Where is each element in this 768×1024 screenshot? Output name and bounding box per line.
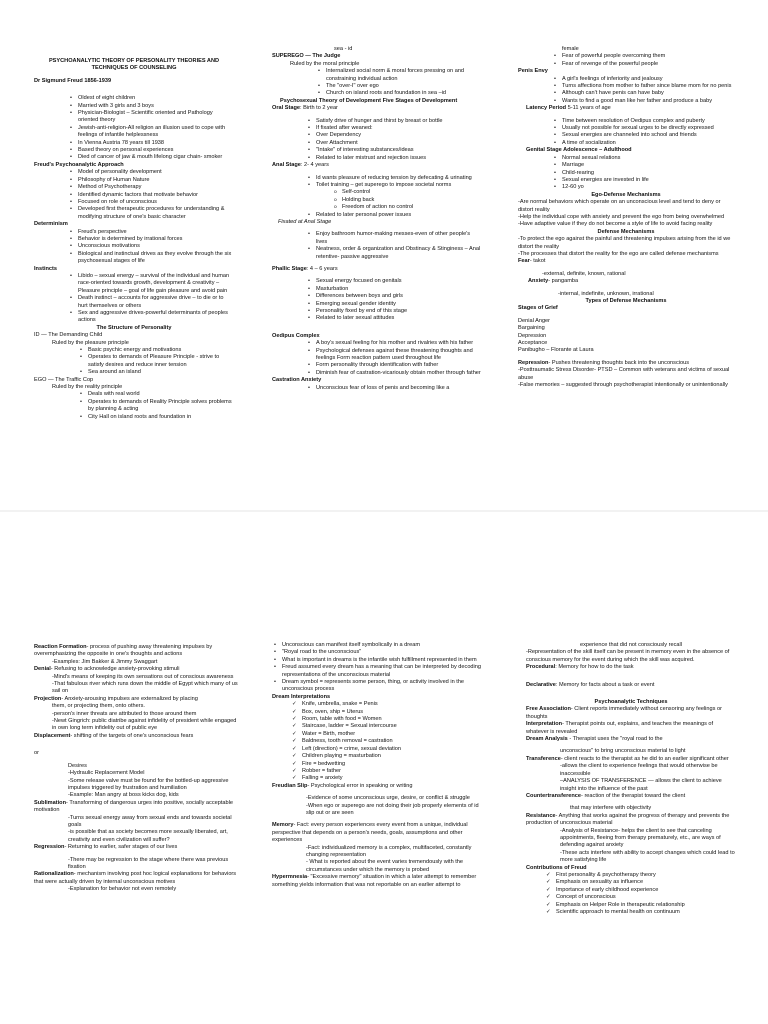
list-item: • Focused on role of unconscious bbox=[68, 199, 234, 206]
paragraph: -False memories – suggested through psychotherapist intentionally or unintentionally bbox=[518, 382, 728, 389]
list-item: • Related to later mistrust and rejection issues bbox=[306, 155, 482, 162]
memory-text: - Fact: every person experiences every event from a unique, individual perspective that depends on a person's needs, goals, assumptions and other experiences bbox=[272, 822, 468, 844]
document-page-2 bbox=[0, 512, 768, 1024]
list-item: • A boy's sexual feeling for his mother and rivalries with his father bbox=[306, 340, 482, 347]
section-heading: Penis Envy bbox=[518, 68, 548, 75]
list-item: • Philosophy of Human Nature bbox=[68, 177, 234, 184]
list-item: • Sea around an island bbox=[78, 369, 234, 376]
oral-text: : Birth to 2 year bbox=[299, 105, 338, 112]
declarative-label: Declarative bbox=[526, 681, 556, 688]
repression-text: - Pushes threatening thoughts back into the unconscious bbox=[548, 359, 690, 366]
procedural-text: : Memory for how to do the task bbox=[555, 664, 634, 671]
check-item: ✓ Room, table with food = Women bbox=[290, 716, 482, 723]
list-item: • Operates to demands of Reality Principle solves problems by planning & acting bbox=[78, 399, 234, 414]
dream-analysis-text: - Therapist uses the "royal road to the bbox=[567, 736, 663, 743]
paragraph: -Fact: individualized memory is a complex, multifaceted, constantly changing representation bbox=[306, 844, 472, 858]
check-item: ✓ Fire = bedwetting bbox=[290, 761, 482, 768]
ego-ruled: Ruled by the reality principle bbox=[52, 384, 123, 391]
fear-label: Fear bbox=[518, 258, 530, 265]
list-item: • Church on island roots and foundation in sea –id bbox=[316, 90, 482, 97]
list-item: • Identified dynamic factors that motivate behavior bbox=[68, 192, 234, 199]
paragraph: -Newt Gingrich: public diatribe against infidelity of president while engaged in own long term infidelity out of public eye bbox=[52, 718, 237, 732]
check-item: ✓ Falling = anxiety bbox=[290, 775, 482, 782]
list-item: • Basic psychic energy and motivations bbox=[78, 347, 234, 354]
countertransference-text: - reaction of the therapist toward the client bbox=[581, 792, 686, 799]
resistance-label: Resistance bbox=[526, 812, 556, 819]
list-item: • Neatness, order & organization and Obstinacy & Stinginess – Anal retentive- passive aggressive bbox=[306, 246, 482, 261]
latency-label: Latency Period bbox=[526, 105, 567, 112]
list-item: • Emerging sexual gender identity bbox=[306, 301, 482, 308]
paragraph: -Have adaptive value if they do not become a style of life to avoid facing reality bbox=[518, 221, 713, 228]
list-item: • Biological and instinctual drives as they evolve through the six psychosexual stages of life bbox=[68, 251, 234, 266]
check-item: ✓ Knife, umbrella, snake = Penis bbox=[290, 701, 482, 708]
list-item: • Operates to demands of Pleasure Principle - strive to satisfy desires and reduce inner tension bbox=[78, 354, 234, 369]
list-item: • Sexual energies are channeled into school and friends bbox=[552, 132, 734, 139]
sub-item: o Self-control bbox=[332, 189, 482, 196]
section-heading: Castration Anxiety bbox=[272, 377, 322, 384]
section-heading: Stages of Grief bbox=[518, 305, 558, 312]
section-heading: Freud's Psychoanalytic Approach bbox=[34, 161, 124, 168]
list-item: • Related to later sexual attitudes bbox=[306, 315, 482, 322]
displacement-text: - shifting of the targets of one's unconscious fears bbox=[70, 732, 194, 739]
anal-text: : 2- 4 years bbox=[300, 162, 329, 169]
or-text: or bbox=[34, 750, 39, 757]
check-item: ✓ Box, oven, ship = Uterus bbox=[290, 709, 482, 716]
superego-ruled: Ruled by the moral principle bbox=[290, 60, 360, 67]
list-item: • Satisfy drive of hunger and thirst by breast or bottle bbox=[306, 118, 482, 125]
fear-text: - takot bbox=[529, 258, 546, 265]
list-item: • Usually not possible for sexual urges to be directly expressed bbox=[552, 125, 734, 132]
list-item: • Normal sexual relations bbox=[552, 155, 734, 162]
anal-label: Anal Stage bbox=[272, 162, 301, 169]
list-item: • Turns affections from mother to father since blame mom for no penis bbox=[552, 83, 734, 90]
list-item: • Psychological defenses against these threatening thoughts and feelings Form reaction pattern used throughout life bbox=[306, 348, 482, 363]
list-item: • Unconscious fear of loss of penis and becoming like a bbox=[306, 385, 482, 392]
list-item: • Over Attachment bbox=[306, 140, 482, 147]
oral-label: Oral Stage bbox=[272, 105, 300, 112]
list-item: • Wants to find a good man like her father and produce a baby bbox=[552, 98, 734, 105]
page1-column-3 bbox=[518, 46, 734, 389]
anxiety-sub: -internal, indefinite, unknown, irrational bbox=[558, 290, 654, 297]
paragraph: -Evidence of some unconscious urge, desire, or conflict & struggle bbox=[306, 795, 470, 802]
section-heading: Defense Mechanisms bbox=[597, 228, 655, 235]
list-item: • A time of socialization bbox=[552, 140, 734, 147]
sublimation-label: Sublimation bbox=[34, 799, 67, 806]
document-title: PSYCHOANALYTIC THEORY OF PERSONALITY THEORIES AND TECHNIQUES OF COUNSELING bbox=[48, 58, 220, 72]
transference-text: - client reacts to the therapist as he did to an earlier significant other bbox=[560, 755, 729, 762]
fear-sub: -external, definite, known, rational bbox=[542, 270, 626, 277]
continued-text: sea - id bbox=[334, 46, 353, 52]
paragraph: -The processes that distort the reality for the ego are called defense mechanisms bbox=[518, 250, 719, 257]
section-heading: Dream Interpretations bbox=[272, 693, 331, 700]
list-item: • 12-60 yo bbox=[552, 184, 734, 191]
check-item: ✓ Left (direction) = crime, sexual deviation bbox=[290, 746, 482, 753]
dream-analysis-label: Dream Analysis bbox=[526, 736, 568, 743]
check-item: ✓ Baldness, tooth removal = castration bbox=[290, 738, 482, 745]
check-item: ✓ First personality & psychotherapy theory bbox=[544, 872, 736, 879]
ego-line: EGO — The Traffic Cop bbox=[34, 376, 94, 383]
paragraph: -allows the client to experience feelings that would otherwise be inaccessible bbox=[560, 763, 718, 777]
list-item: • Id wants pleasure of reducing tension by defecating & urinating bbox=[306, 175, 482, 182]
superego-line: SUPEREGO — The Judge bbox=[272, 53, 341, 60]
list-item: • Form personality through identification with father bbox=[306, 362, 482, 369]
paragraph: -Explanation for behavior not even remotely bbox=[68, 886, 177, 893]
paragraph: -To protect the ego against the painful and threatening impulses arising from the id we distort the reality bbox=[518, 236, 731, 250]
page2-column-2 bbox=[272, 642, 482, 889]
grief-item: Acceptance bbox=[518, 340, 548, 347]
paragraph: –ANALYSIS OF TRANSFERENCE — allows the client to achieve insight into the influence of the past bbox=[560, 778, 722, 792]
paragraph: unconscious" to bring unconscious material to light bbox=[560, 748, 686, 755]
paragraph: -There may be regression to the stage where there was previous fixation bbox=[68, 856, 229, 870]
declarative-text: : Memory for facts about a task or event bbox=[555, 681, 655, 688]
list-item: • Model of personality development bbox=[68, 169, 234, 176]
list-item: • Physician-Biologist – Scientific oriented and Pathology oriented theory bbox=[68, 110, 234, 125]
interpretation-text: - Therapist points out, explains, and teaches the meanings of whatever is revealed bbox=[526, 721, 714, 735]
paragraph: -That fabulous river which runs down the middle of Egypt which many of us sail on bbox=[52, 681, 238, 695]
list-item: • What is important in dreams is the infantile wish fulfillment represented in them bbox=[272, 657, 482, 664]
list-item: • Marriage bbox=[552, 162, 734, 169]
list-item: • Unconscious can manifest itself symbolically in a dream bbox=[272, 642, 482, 649]
list-item: • Unconscious motivations bbox=[68, 243, 234, 250]
continued-text: experience that did not consciously recall bbox=[580, 642, 682, 648]
projection-text: - Anxiety-arousing impulses are externalized by placing bbox=[61, 695, 198, 702]
check-item: ✓ Children playing = masturbation bbox=[290, 753, 482, 760]
transference-label: Transference bbox=[526, 755, 561, 762]
paragraph: -Hydraulic Replacement Model bbox=[68, 770, 145, 777]
procedural-label: Procedural bbox=[526, 664, 556, 671]
page2-column-1 bbox=[34, 644, 242, 894]
list-item: • Oldest of eight children bbox=[68, 95, 234, 102]
grief-item: Denial Anger bbox=[518, 317, 551, 324]
phallic-text: : 4 – 6 years bbox=[306, 265, 338, 272]
list-item: • Fear of revenge of the powerful people bbox=[552, 61, 734, 68]
list-item: • Diminish fear of castration-vicariously obtain mother through father bbox=[306, 370, 482, 377]
list-item: • Jewish-anti-religion-All religion an illusion used to cope with feelings of infantile helplessness bbox=[68, 125, 234, 140]
list-item: • Libido – sexual energy – survival of the individual and human race-oriented towards growth, development & creativity – Pleasure principle – goal of life gain pleasure and avoid pain bbox=[68, 273, 234, 295]
list-item: • Sex and aggressive drives-powerful determinants of peoples actions bbox=[68, 310, 234, 325]
denial-label: Denial bbox=[34, 666, 51, 673]
paragraph: -person's inner threats are attributed to those around them bbox=[52, 710, 197, 717]
paragraph: them, or projecting them, onto others. bbox=[52, 703, 145, 710]
list-item: • Personality fixed by end of this stage bbox=[306, 308, 482, 315]
hypermnesia-text: - "Excessive memory" situation in which a later attempt to remember something yields information that was not reportable on an earlier attempt to bbox=[272, 874, 477, 888]
check-item: ✓ Importance of early childhood experience bbox=[544, 887, 736, 894]
section-heading: Psychoanalytic Techniques bbox=[594, 699, 668, 706]
reaction-text: - process of pushing away threatening impulses by overemphasizing the opposite in one's thoughts and actions bbox=[34, 644, 213, 658]
section-heading: Genital Stage Adolescence – Adulthood bbox=[526, 147, 632, 154]
page1-column-2 bbox=[272, 46, 482, 392]
list-item: • Married with 3 girls and 3 boys bbox=[68, 103, 234, 110]
list-item: • Developed first therapeutic procedures for understanding & modifying structure of one's basic character bbox=[68, 206, 234, 221]
list-item: • Sexual energy focused on genitals bbox=[306, 278, 482, 285]
check-item: ✓ Scientific approach to mental health on continuum bbox=[544, 909, 736, 916]
list-item: • Related to later personal power issues bbox=[306, 212, 482, 219]
section-heading: Ego-Defense Mechanisms bbox=[591, 191, 661, 198]
check-item: ✓ Emphasis on Helper Role in therapeutic relationship bbox=[544, 902, 736, 909]
list-item: • Freud assumed every dream has a meaning that can be interpreted by decoding representations of the unconscious material bbox=[272, 664, 482, 679]
paragraph: -Analysis of Resistance- helps the client to see that canceling appointments, fleeing from therapy prematurely, etc., are ways of defending against anxiety bbox=[560, 827, 721, 849]
sub-item: o Holding back bbox=[332, 197, 482, 204]
paragraph: -Are normal behaviors which operate on an unconscious level and tend to deny or distort reality bbox=[518, 199, 721, 213]
phallic-label: Phallic Stage bbox=[272, 265, 307, 272]
paragraph: - What is reported about the event varies tremendously with the circumstances under which the memory is probed bbox=[306, 859, 464, 873]
list-item: • "Intake" of interesting substances/ideas bbox=[306, 147, 482, 154]
slip-label: Freudian Slip bbox=[272, 782, 308, 789]
sub-item: o Freedom of action no control bbox=[332, 204, 482, 211]
section-heading: Contributions of Freud bbox=[526, 864, 587, 871]
paragraph: Desires bbox=[68, 762, 87, 769]
resistance-text: - Anything that works against the progress of therapy and prevents the production of unconscious material bbox=[526, 812, 730, 827]
list-item: • In Vienna Austria 78 years till 1938 bbox=[68, 140, 234, 147]
check-item: ✓ Emphasis on sexuality as influence bbox=[544, 879, 736, 886]
list-item: • Method of Psychotherapy bbox=[68, 184, 234, 191]
anxiety-label: Anxiety bbox=[528, 278, 549, 285]
check-item: ✓ Concept of unconscious bbox=[544, 894, 736, 901]
latency-text: 5-11 years of age bbox=[566, 105, 611, 112]
paragraph: that may interfere with objectivity bbox=[570, 805, 652, 812]
section-heading: Determinism bbox=[34, 221, 68, 228]
paragraph: -Representation of the skill itself can be present in memory even in the absence of conscious memory for the event during which the skill was acquired. bbox=[526, 649, 730, 663]
list-item: • If fixated after weaned: bbox=[306, 125, 482, 132]
repression-label: Repression bbox=[518, 359, 549, 366]
paragraph: -When ego or superego are not doing their job properly elements of id slip out or are seen bbox=[306, 802, 479, 816]
paragraph: -Some release valve must be found for the bottled-up aggressive impulses triggered by frustration and humiliation bbox=[68, 777, 229, 791]
interpretation-label: Interpretation bbox=[526, 721, 563, 728]
check-item: ✓ Robber = father bbox=[290, 768, 482, 775]
list-item: • "Royal road to the unconscious" bbox=[272, 649, 482, 656]
freud-heading: Dr Sigmund Freud 1856-1939 bbox=[34, 77, 112, 84]
paragraph: -Turns sexual energy away from sexual ends and towards societal goals bbox=[68, 814, 232, 828]
paragraph: -Posttraumatic Stress Disorder- PTSD – Common with veterans and victims of sexual abuse bbox=[518, 367, 730, 381]
anxiety-text: - pangamba bbox=[548, 278, 579, 285]
list-item: • Behavior is determined by irrational forces bbox=[68, 236, 234, 243]
section-heading: The Structure of Personality bbox=[96, 324, 172, 331]
list-item: • Internalized social norm & moral forces pressing on and constraining individual action bbox=[316, 68, 482, 83]
paragraph: -Help the individual cope with anxiety and prevent the ego from being overwhelmed bbox=[518, 213, 725, 220]
list-item: • Freud's perspective bbox=[68, 229, 234, 236]
section-heading: Types of Defense Mechanisms bbox=[585, 298, 667, 304]
list-item: • Child-rearing bbox=[552, 170, 734, 177]
id-ruled: Ruled by the pleasure principle bbox=[52, 339, 129, 346]
paragraph: -is possible that as society becomes more sexually liberated, art, creativity and even civilization will suffer? bbox=[68, 829, 228, 843]
list-item: • Based theory on personal experiences bbox=[68, 147, 234, 154]
denial-text: - Refusing to acknowledge anxiety-provoking stimuli bbox=[50, 666, 180, 673]
example-line: -Examples: Jim Bakker & Jimmy Swaggart bbox=[52, 658, 158, 665]
section-heading: Instincts bbox=[34, 265, 58, 272]
list-item: • The "over-I" over ego bbox=[316, 83, 482, 90]
paragraph: -Example: Man angry at boss kicks dog, kids bbox=[68, 792, 179, 799]
list-item: • Masturbation bbox=[306, 286, 482, 293]
grief-item: Panibugho – Florante at Laura bbox=[518, 347, 594, 354]
regression-text: - Returning to earlier, safer stages of our lives bbox=[64, 844, 178, 851]
list-item: • City Hall on island roots and foundation in bbox=[78, 414, 234, 421]
list-item: • Fear of powerful people overcoming them bbox=[552, 53, 734, 60]
reaction-label: Reaction Formation bbox=[34, 644, 87, 650]
page2-column-3 bbox=[526, 642, 736, 916]
paragraph: -These acts interfere with ability to accept changes which could lead to more satisfying life bbox=[560, 849, 735, 864]
check-item: ✓ Water = Birth, mother bbox=[290, 731, 482, 738]
list-item: • Died of cancer of jaw & mouth lifelong cigar chain- smoker bbox=[68, 154, 234, 161]
memory-label: Memory bbox=[272, 822, 294, 829]
list-item: • Toilet training – get superego to impose societal norms bbox=[306, 182, 482, 189]
paragraph: -Mind's means of keeping its own sensations out of conscious awareness bbox=[52, 673, 234, 680]
slip-text: - Psychological error in speaking or writing bbox=[307, 782, 413, 789]
hypermnesia-label: Hypermnesia bbox=[272, 874, 308, 881]
grief-item: Bargaining bbox=[518, 325, 545, 332]
rationalization-label: Rationalization bbox=[34, 871, 74, 878]
regression-label: Regression bbox=[34, 844, 65, 851]
section-heading: Oedipus Complex bbox=[272, 332, 320, 339]
section-heading: Psychosexual Theory of Development Five Stages of Development bbox=[280, 97, 458, 104]
rationalization-text: - mechanism involving post hoc logical explanations for behaviors that were actually driven by internal unconscious motives bbox=[34, 871, 237, 885]
id-line: ID — The Demanding Child bbox=[34, 332, 103, 339]
list-item: • Differences between boys and girls bbox=[306, 293, 482, 300]
check-item: ✓ Staircase, ladder = Sexual intercourse bbox=[290, 723, 482, 730]
displacement-label: Displacement bbox=[34, 732, 71, 739]
list-item: • Over Dependency bbox=[306, 132, 482, 139]
list-item: • A girl's feelings of inferiority and jealousy bbox=[552, 76, 734, 83]
list-item: • Although can't have penis can have baby bbox=[552, 90, 734, 97]
free-association-label: Free Association bbox=[526, 706, 571, 713]
sublimation-text: - Transforming of dangerous urges into positive, socially acceptable motivation bbox=[34, 799, 233, 814]
fixated-heading: Fixated at Anal Stage bbox=[278, 218, 332, 225]
list-item: • Time between resolution of Oedipus complex and puberty bbox=[552, 118, 734, 125]
list-item: • Sexual energies are invested in life bbox=[552, 177, 734, 184]
page1-column-1 bbox=[34, 58, 234, 421]
continued-text: female bbox=[562, 46, 579, 52]
grief-item: Depression bbox=[518, 332, 547, 339]
list-item: • Death instinct – accounts for aggressive drive – to die or to hurt themselves or others bbox=[68, 295, 234, 310]
projection-label: Projection bbox=[34, 695, 62, 702]
list-item: • Deals with real world bbox=[78, 391, 234, 398]
list-item: • Enjoy bathroom humor-making messes-even of other people's lives bbox=[306, 231, 482, 246]
free-association-text: - Client reports immediately without censoring any feelings or thoughts bbox=[526, 706, 722, 720]
list-item: • Dream symbol = represents some person, thing, or activity involved in the unconscious process bbox=[272, 679, 482, 694]
countertransference-label: Countertransference bbox=[526, 792, 582, 799]
